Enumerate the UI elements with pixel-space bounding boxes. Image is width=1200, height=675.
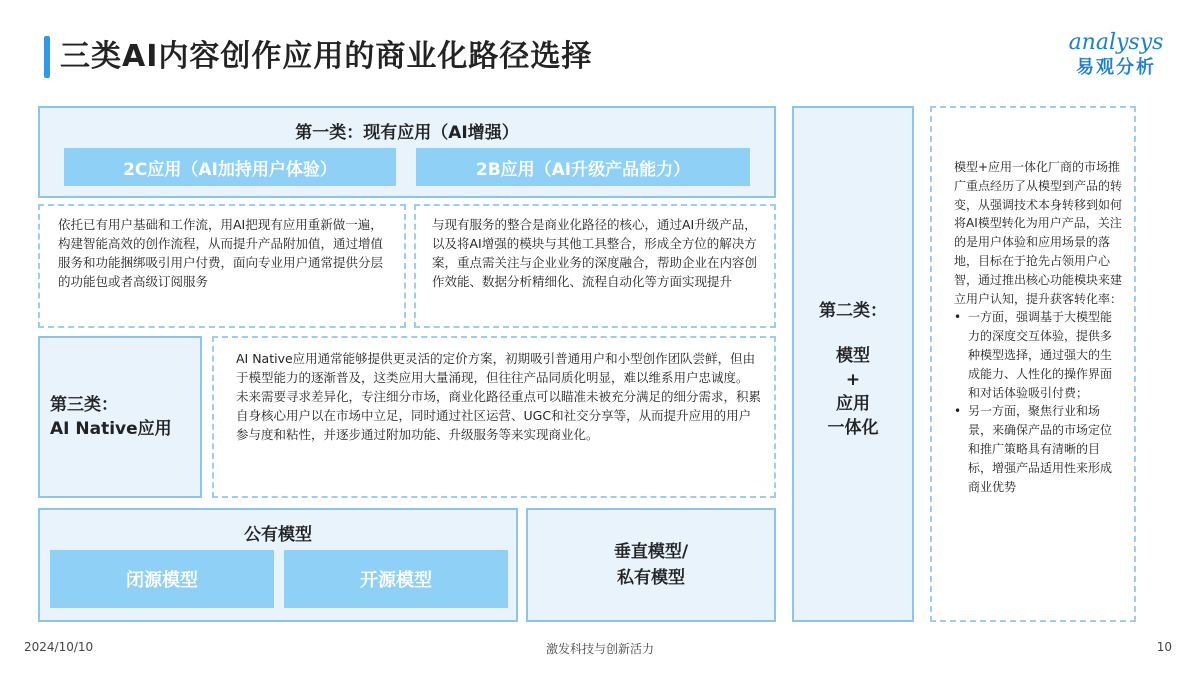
text-2c-box	[38, 204, 406, 328]
category2-line4: 一体化	[827, 418, 879, 438]
category3-box	[38, 336, 202, 498]
category2-title: 第二类：	[819, 301, 887, 321]
footer-date: 2024/10/10	[24, 640, 94, 654]
category2-line2: +	[845, 370, 861, 390]
logo-chinese: 易观分析	[1076, 57, 1156, 78]
closed-source-model: 闭源模型	[50, 550, 274, 608]
text-2b: 与现有服务的整合是商业化路径的核心，通过AI升级产品，以及将AI增强的模块与其他工具整合，形成全方位的解决方案，重点需关注与企业业务的深度融合，帮助企业在内容创作效能、数据分析精细化、流程自动化等方面实现提升	[432, 217, 758, 289]
text-2b-box	[414, 204, 776, 328]
public-model-box	[38, 508, 518, 622]
vertical-model-line2: 私有模型	[617, 568, 685, 588]
page-title: 三类AI内容创作应用的商业化路径选择	[60, 39, 593, 74]
btn-2c-app: 2C应用（AI加持用户体验）	[64, 148, 396, 186]
category3-title-line1: 第三类：	[50, 395, 118, 415]
category2-line3: 应用	[836, 394, 870, 414]
category2-label	[794, 344, 912, 440]
footer-slogan: 激发科技与创新活力	[545, 642, 654, 656]
category2-line1: 模型	[836, 346, 870, 366]
open-source-model: 开源模型	[284, 550, 508, 608]
page-number: 10	[1156, 640, 1172, 654]
category2-bullet1-row	[954, 308, 1122, 402]
brand-logo	[1056, 30, 1176, 80]
bullet-dot-icon: •	[954, 404, 962, 419]
public-model-title: 公有模型	[244, 525, 312, 545]
category2-box	[792, 106, 914, 622]
bullet-dot-icon: •	[954, 310, 962, 325]
title-accent-bar	[44, 36, 50, 78]
btn-2b-app: 2B应用（AI升级产品能力）	[416, 148, 750, 186]
category3-para2: 未来需要寻求差异化，专注细分市场，商业化路径重点可以瞄准未被充分满足的细分需求，积累自身核心用户以在市场中立足，同时通过社区运营、UGC和社交分享等，从而提升应用的用户参与度和粘性，并逐步通过附加功能、升级服务等来实现商业化。	[236, 389, 762, 442]
category1-title: 第一类：现有应用（AI增强）	[295, 123, 519, 143]
vertical-private-model-box	[526, 508, 776, 622]
category2-bullet1: 一方面，强调基于大模型能力的深度交互体验，提供多种模型选择，通过强大的生成能力、人性化的操作界面和对话体验吸引付费；	[968, 310, 1113, 400]
category2-intro: 模型+应用一体化厂商的市场推广重点经历了从模型到产品的转变，从强调技术本身转移到如何将AI模型转化为用户产品，关注的是用户体验和应用场景的落地，目标在于抢先占领用户心智，通过推出核心功能模块来建立用户认知，提升获客转化率：	[954, 160, 1123, 306]
category2-bullet2: 另一方面，聚焦行业和场景，来确保产品的市场定位和推广策略具有清晰的目标，增强产品适用性来形成商业优势	[968, 404, 1113, 494]
vertical-model-line1: 垂直模型/	[613, 542, 689, 562]
category3-para1: AI Native应用通常能够提供更灵活的定价方案，初期吸引普通用户和小型创作团队尝鲜，但由于模型能力的逐渐普及，这类应用大量涌现，但往往产品同质化明显，难以维系用户忠诚度。	[236, 351, 756, 385]
category3-text-box	[212, 336, 776, 498]
category1-box	[38, 106, 776, 198]
category3-title-line2: AI Native应用	[50, 419, 172, 439]
logo-english: analysys	[1068, 30, 1164, 55]
text-2c: 依托已有用户基础和工作流，用AI把现有应用重新做一遍，构建智能高效的创作流程，从而提升产品附加值，通过增值服务和功能捆绑吸引用户付费，面向专业用户通常提供分层的功能包或者高级订阅服务	[58, 217, 384, 289]
category2-bullet2-row	[954, 402, 1122, 496]
category2-text-box	[930, 106, 1136, 622]
